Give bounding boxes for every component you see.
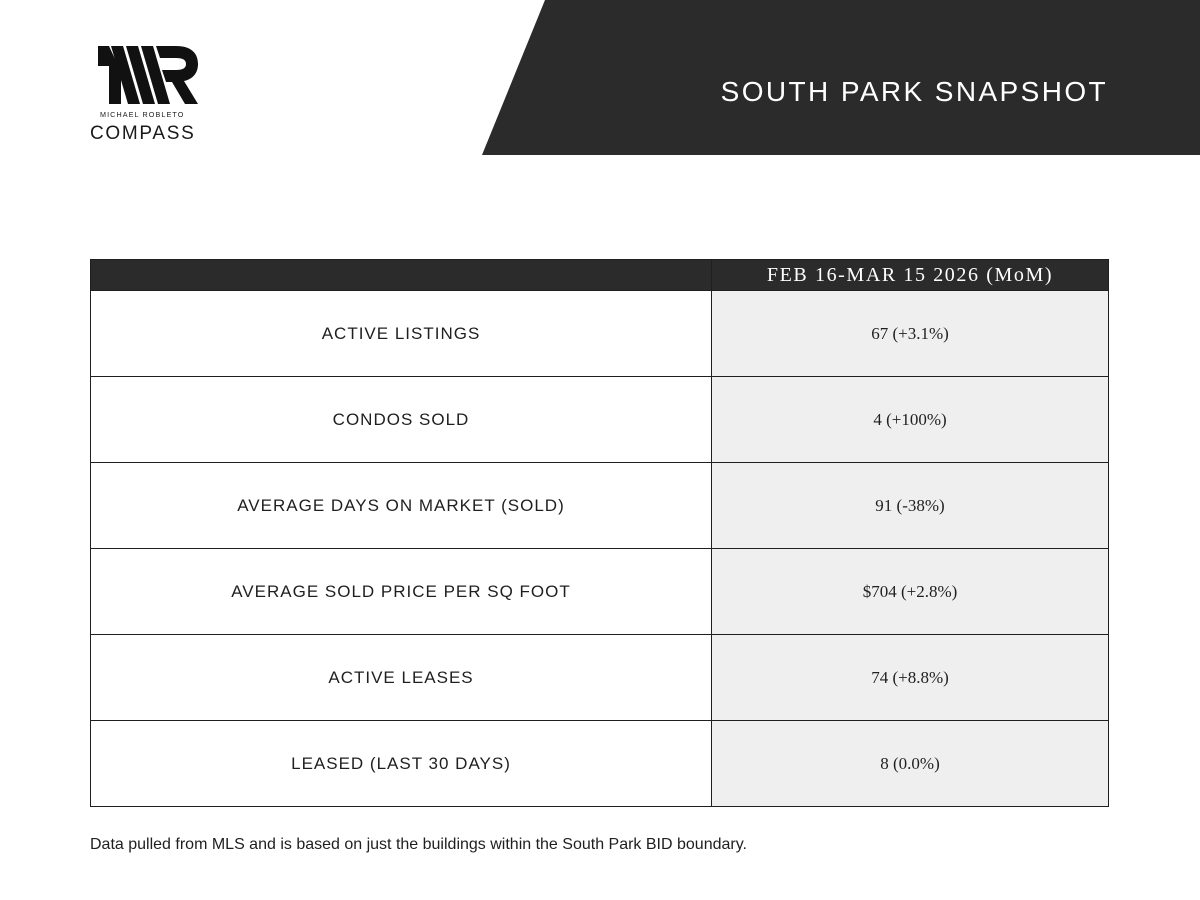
metric-value: 67 (+3.1%) — [712, 291, 1109, 377]
metric-label: ACTIVE LEASES — [91, 635, 712, 721]
page-title: SOUTH PARK SNAPSHOT — [720, 76, 1108, 107]
table-header-row — [91, 260, 1109, 291]
table-row — [91, 721, 1109, 807]
metric-value: 8 (0.0%) — [712, 721, 1109, 807]
table-row — [91, 463, 1109, 549]
footnote: Data pulled from MLS and is based on just the buildings within the South Park BID boundary. — [90, 836, 747, 853]
metric-value: 74 (+8.8%) — [712, 635, 1109, 721]
table-row — [91, 377, 1109, 463]
table-header-period: FEB 16-MAR 15 2026 (MoM) — [712, 260, 1109, 291]
table-row — [91, 291, 1109, 377]
table-row — [91, 635, 1109, 721]
metric-label: CONDOS SOLD — [91, 377, 712, 463]
table-row — [91, 549, 1109, 635]
logo-brand-name: COMPASS — [90, 123, 196, 144]
metric-label: LEASED (LAST 30 DAYS) — [91, 721, 712, 807]
metric-value: 91 (-38%) — [712, 463, 1109, 549]
logo — [90, 46, 210, 146]
metric-label: AVERAGE SOLD PRICE PER SQ FOOT — [91, 549, 712, 635]
mr-logo-mark — [98, 46, 198, 104]
metric-value: 4 (+100%) — [712, 377, 1109, 463]
logo-owner-name: MICHAEL ROBLETO — [100, 110, 185, 119]
metric-label: AVERAGE DAYS ON MARKET (SOLD) — [91, 463, 712, 549]
metric-label: ACTIVE LISTINGS — [91, 291, 712, 377]
metric-value: $704 (+2.8%) — [712, 549, 1109, 635]
table-header-metric — [91, 260, 712, 291]
snapshot-table — [90, 259, 1109, 807]
